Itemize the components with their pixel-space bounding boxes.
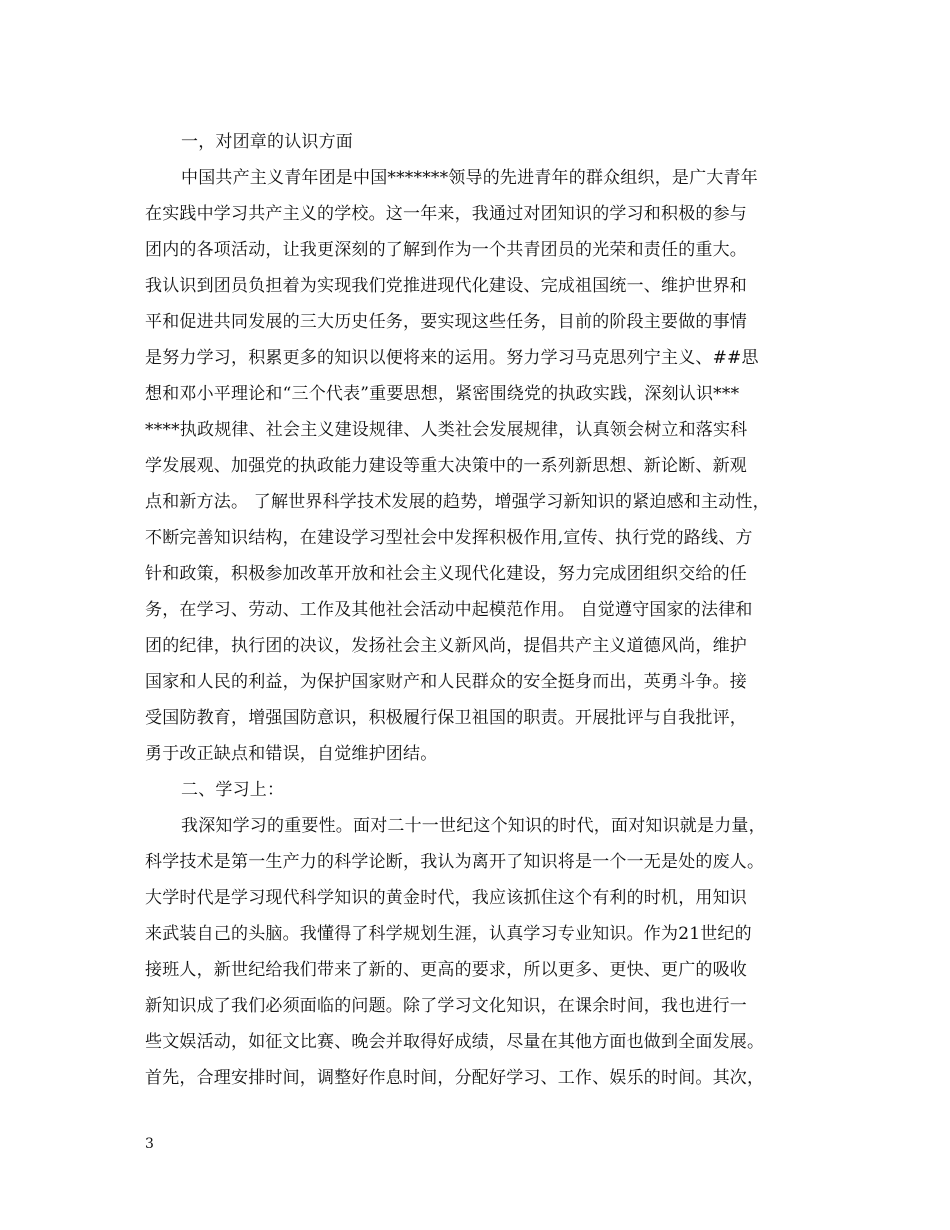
page-number: 3	[145, 1136, 154, 1152]
text-line: 团内的各项活动，让我更深刻的了解到作为一个共青团员的光荣和责任的重大。	[145, 240, 747, 260]
section-heading: 一，对团章的认识方面	[181, 132, 353, 152]
text-line: 新知识成了我们必须面临的问题。除了学习文化知识，在课余时间，我也进行一	[145, 996, 747, 1016]
text-line: 在实践中学习共产主义的学校。这一年来，我通过对团知识的学习和积极的参与	[145, 204, 747, 224]
text-line: 首先，合理安排时间，调整好作息时间，分配好学习、工作、娱乐的时间。其次，	[145, 1068, 765, 1088]
text-line: 科学技术是第一生产力的科学论断，我认为离开了知识将是一个一无是处的废人。	[145, 852, 765, 872]
text-line: 学发展观、加强党的执政能力建设等重大决策中的一系列新思想、新论断、新观	[145, 456, 747, 476]
text-line: 平和促进共同发展的三大历史任务，要实现这些任务，目前的阶段主要做的事情	[145, 312, 747, 332]
text-line: 针和政策，积极参加改革开放和社会主义现代化建设，努力完成团组织交给的任	[145, 564, 747, 584]
text-line: 国家和人民的利益，为保护国家财产和人民群众的安全挺身而出，英勇斗争。接	[145, 672, 747, 692]
text-line: ****执政规律、社会主义建设规律、人类社会发展规律，认真领会树立和落实科	[145, 420, 748, 440]
text-line: 勇于改正缺点和错误，自觉维护团结。	[145, 744, 438, 764]
text-line: 是努力学习，积累更多的知识以便将来的运用。努力学习马克思列宁主义、##思	[145, 348, 759, 368]
text-line: 想和邓小平理论和“三个代表”重要思想，紧密围绕党的执政实践，深刻认识***	[145, 384, 740, 404]
text-line: 点和新方法。 了解世界科学技术发展的趋势，增强学习新知识的紧迫感和主动性，	[145, 492, 770, 512]
text-line: 不断完善知识结构，在建设学习型社会中发挥积极作用,宣传、执行党的路线、方	[145, 528, 753, 548]
text-line: 中国共产主义青年团是中国*******领导的先进青年的群众组织，是广大青年	[181, 168, 758, 188]
text-line: 团的纪律，执行团的决议，发扬社会主义新风尚，提倡共产主义道德风尚，维护	[145, 636, 747, 656]
text-line: 些文娱活动，如征文比赛、晚会并取得好成绩，尽量在其他方面也做到全面发展。	[145, 1032, 765, 1052]
text-line: 我认识到团员负担着为实现我们党推进现代化建设、完成祖国统一、维护世界和	[145, 276, 747, 296]
text-line: 接班人，新世纪给我们带来了新的、更高的要求，所以更多、更快、更广的吸收	[145, 960, 747, 980]
text-line: 受国防教育，增强国防意识，积极履行保卫祖国的职责。开展批评与自我批评，	[145, 708, 747, 728]
text-line: 来武装自己的头脑。我懂得了科学规划生涯，认真学习专业知识。作为21世纪的	[145, 924, 752, 944]
section-heading: 二、学习上：	[181, 780, 285, 800]
text-line: 我深知学习的重要性。面对二十一世纪这个知识的时代，面对知识就是力量，	[181, 816, 766, 836]
text-line: 务，在学习、劳动、工作及其他社会活动中起模范作用。 自觉遵守国家的法律和	[145, 600, 753, 620]
text-line: 大学时代是学习现代科学知识的黄金时代，我应该抓住这个有利的时机，用知识	[145, 888, 747, 908]
